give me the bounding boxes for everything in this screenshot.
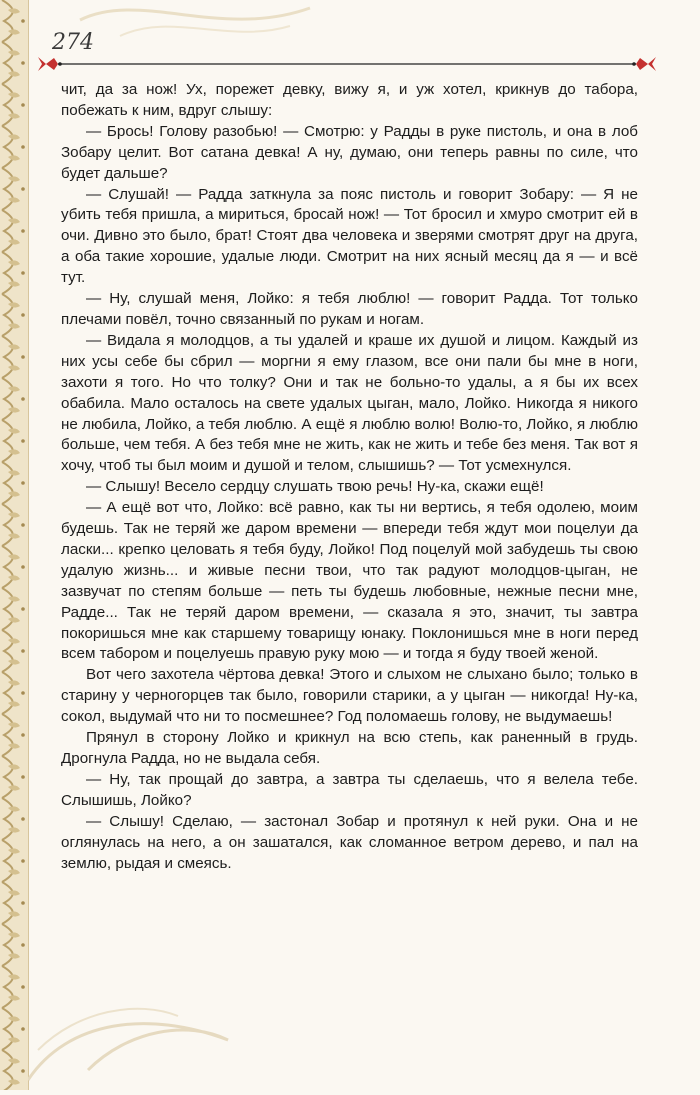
bottom-flourish-icon xyxy=(28,980,288,1090)
paragraph: — Ну, слушай меня, Лойко: я тебя люблю! — говорит Радда. Тот только плечами повёл, точно связанный по рукам и ногам. xyxy=(61,290,638,328)
paragraph: — Брось! Голову разобью! — Смотрю: у Радды в руке пистоль, и она в лоб Зобару целит. Вот сатана девка! А ну, думаю, они теперь равны по силе, что будет дальше? xyxy=(61,122,638,182)
border-pattern-icon xyxy=(0,0,28,1090)
paragraph: Вот чего захотела чёртова девка! Этого и слыхом не слыхано было; только в старину у черногорцев так было, говорили старики, а у цыган — никогда! Ну-ка, сокол, выдумай что ни то посмешнее? Год поломаешь голову, не выдумаешь! xyxy=(61,666,638,726)
header-rule-icon xyxy=(36,52,658,76)
paragraph: — Слышу! Весело сердцу слушать твою речь! Ну-ка, скажи ещё! xyxy=(86,478,544,496)
paragraph: чит, да за нож! Ух, порежет девку, вижу я, и уж хотел, крикнув до табора, побежать к ним, вдруг слышу: xyxy=(61,81,638,119)
paragraph: — Ну, так прощай до завтра, а завтра ты сделаешь, что я велела тебе. Слышишь, Лойко? xyxy=(61,770,638,809)
paragraph: — Видала я молодцов, а ты удалей и краше их душой и лицом. Каждый из них усы себе бы сбрил — моргни я ему глазом, все они пали бы мне в ноги, захоти я того. Но что толку? Они и так не больно-то удалы, а я бы их всех обабила. Мало осталось на свете удалых цыган, мало, Лойко. Никогда я никого не любила, Лойко, а тебя люблю. А ещё я люблю волю! Волю-то, Лойко, я люблю больше, чем тебя. А без тебя мне не жить, как не жить и тебе без меня. Так вот я хочу, чтоб ты был моим и душой и телом, слышишь? — Тот усмехнулся. xyxy=(61,331,638,475)
body-text xyxy=(61,80,638,874)
paragraph: Прянул в сторону Лойко и крикнул на всю степь, как раненный в грудь. Дрогнула Радда, но не выдала себя. xyxy=(61,729,638,767)
paragraph: — Слышу! Сделаю, — застонал Зобар и протянул к ней руки. Она и не оглянулась на него, а он зашатался, как сломанное ветром дерево, и пал на землю, рыдая и смеясь. xyxy=(61,812,638,872)
decorative-border xyxy=(0,0,29,1090)
paragraph: — Слушай! — Радда заткнула за пояс пистоль и говорит Зобару: — Я не убить тебя пришла, а мириться, бросай нож! — Тот бросил и хмуро смотрит ей в очи. Дивно это было, брат! Стоят два человека и зверями смотрят друг на друга, а оба такие хорошие, удалые люди. Смотрит на них ясный месяц да я — и всё тут. xyxy=(61,185,638,287)
page-number: 274 xyxy=(52,30,94,55)
paragraph: — А ещё вот что, Лойко: всё равно, как ты ни вертись, я тебя одолею, моим будешь. Так не теряй же даром времени — впереди тебя ждут мои поцелуи да ласки... крепко целовать я тебя буду, Лойко! Под поцелуй мой забудешь ты свою удалую жизнь... и живые песни твои, что так радуют молодцов-цыган, не зазвучат по степям больше — петь ты будешь любовные, нежные песни мне, Радде... Так не теряй даром времени, — сказала я это, значит, ты завтра покоришься мне как старшему товарищу юнаку. Поклонишься мне в ноги перед всем табором и поцелуешь правую руку мою — и тогда я буду твоей женой. xyxy=(61,499,638,663)
